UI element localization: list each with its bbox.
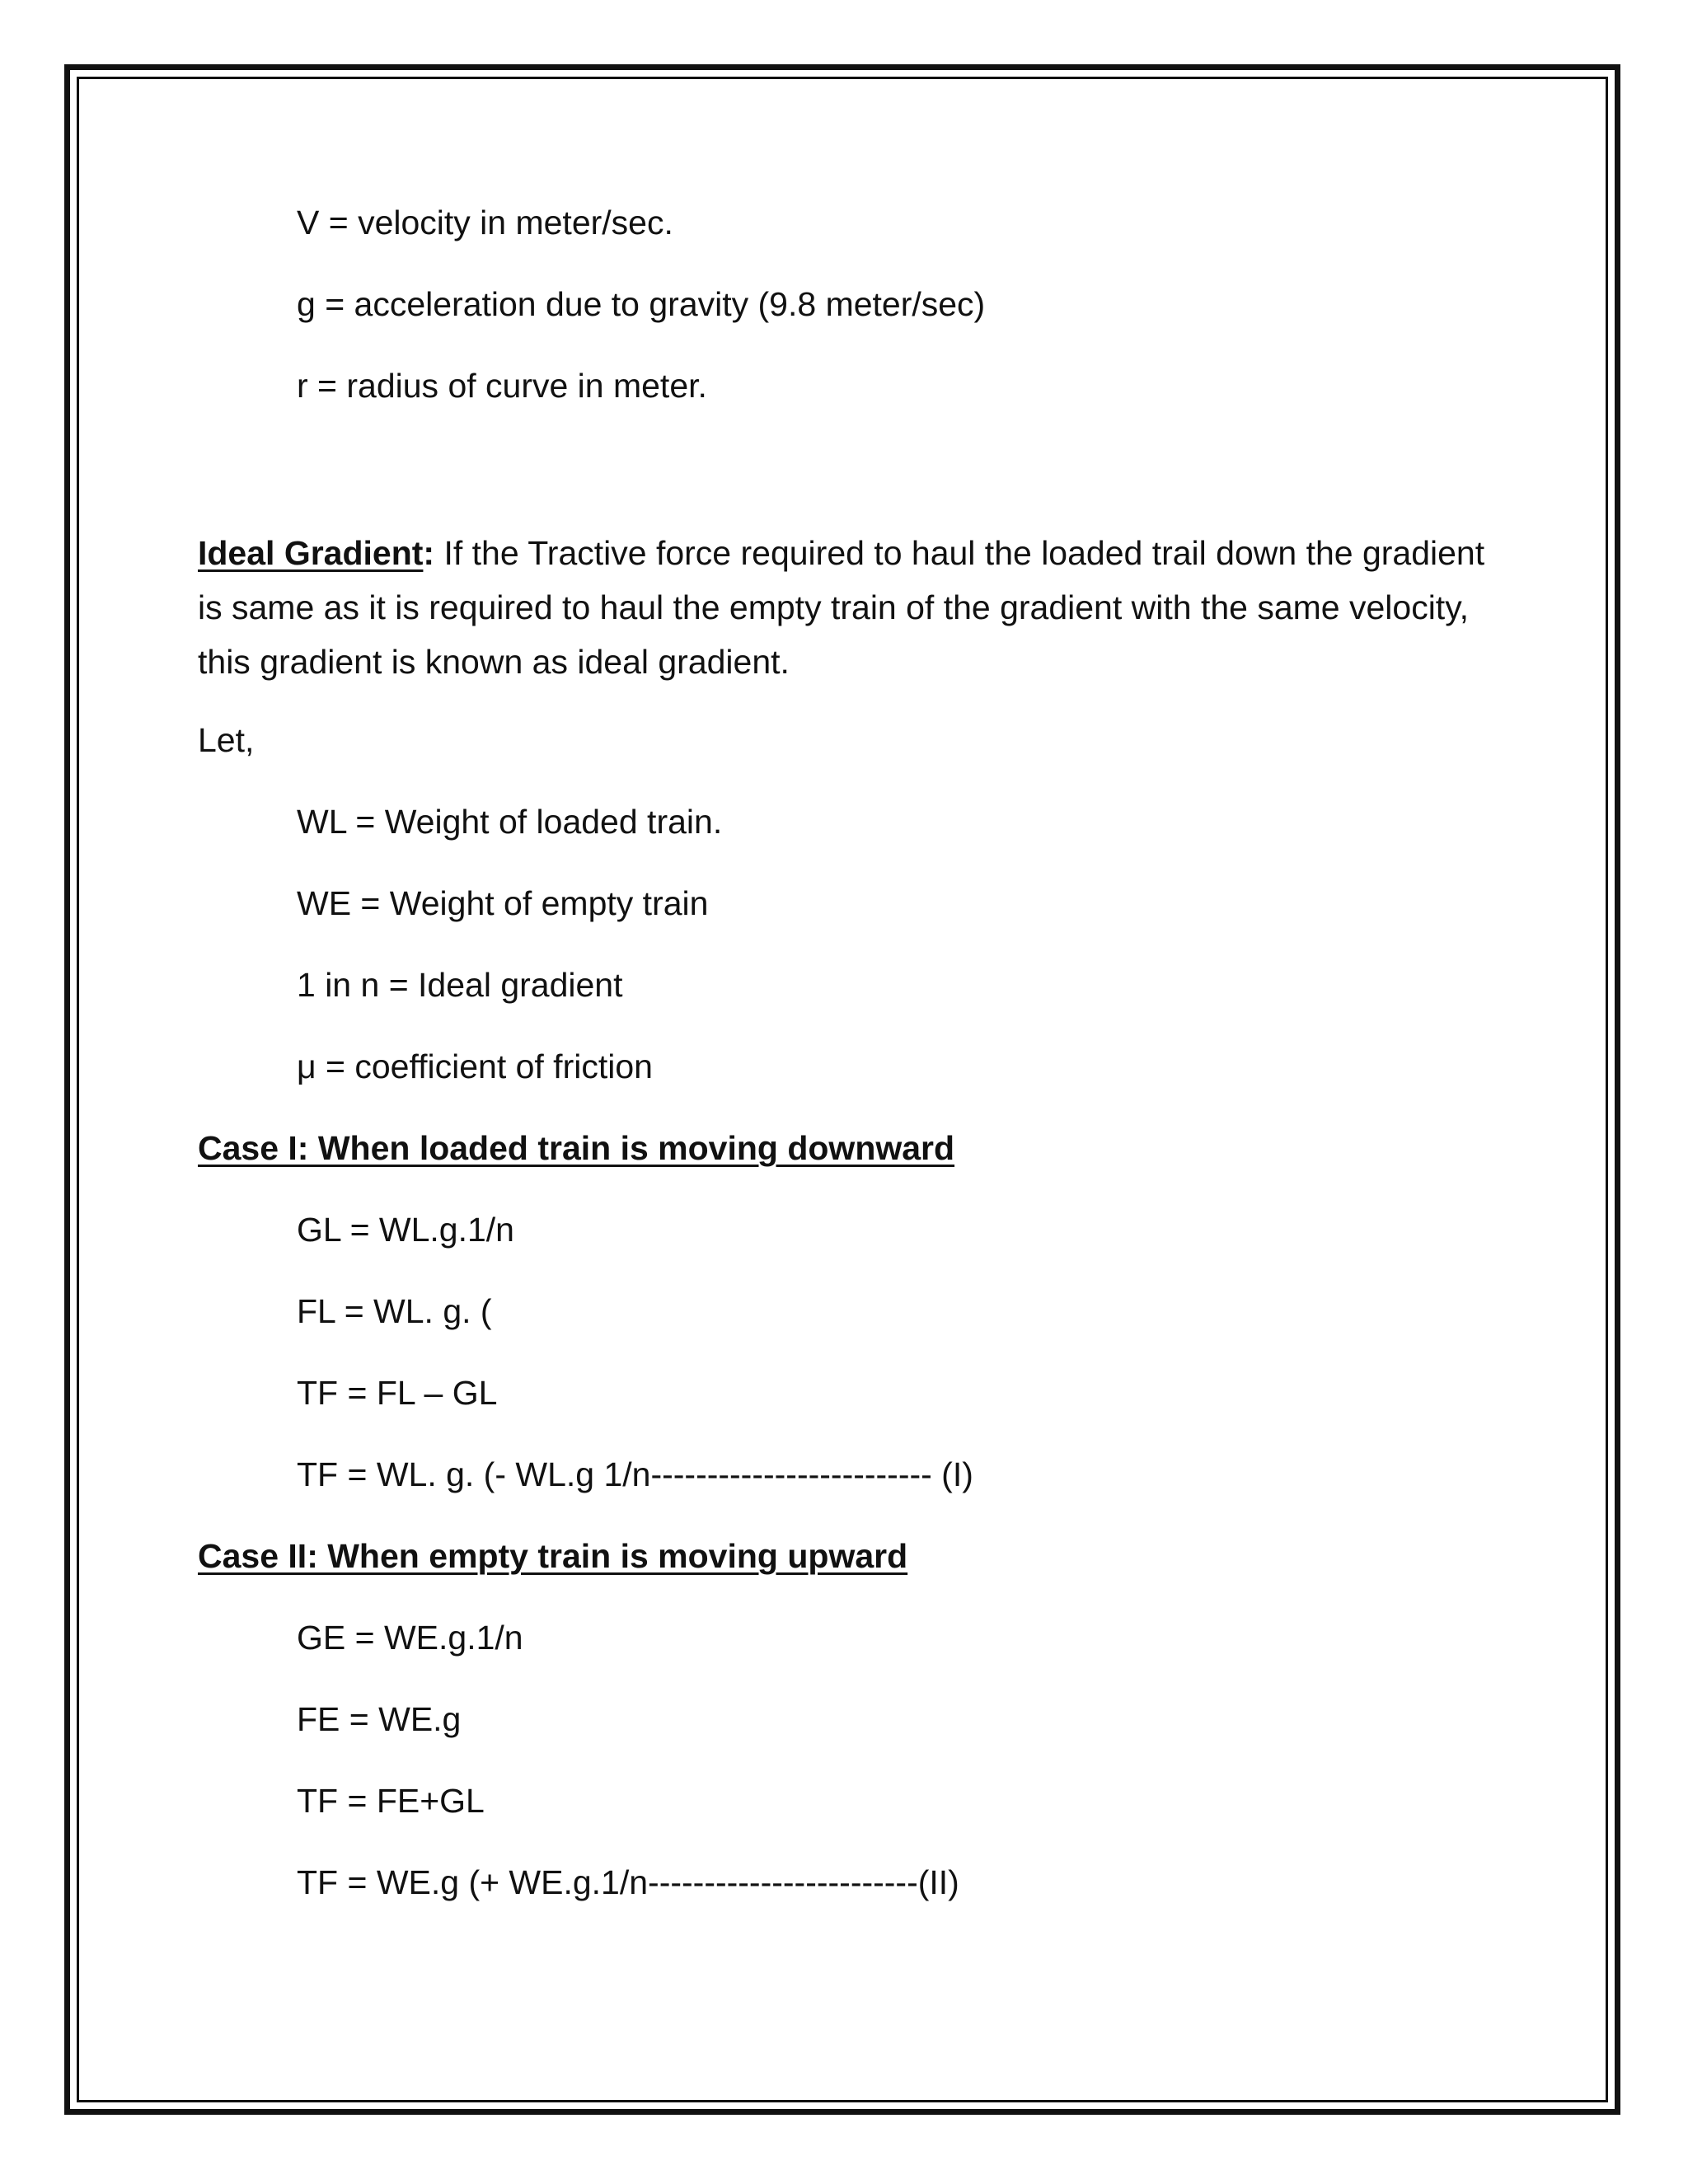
case1-line: GL = WL.g.1/n [297, 1211, 514, 1249]
case2-line: TF = FE+GL [297, 1782, 485, 1820]
ideal-gradient-colon: : [423, 534, 435, 572]
case1-line: TF = WL. g. (- WL.g 1/n------------------------- (I) [297, 1455, 973, 1493]
case2-line: TF = WE.g (+ WE.g.1/n------------------------(II) [297, 1863, 959, 1901]
case2-line: GE = WE.g.1/n [297, 1619, 523, 1657]
ideal-gradient-heading: Ideal Gradient [198, 534, 424, 572]
case1-line: FL = WL. g. ( [297, 1292, 492, 1330]
variable-mu: μ = coefficient of friction [297, 1047, 653, 1085]
ideal-gradient-paragraph [198, 526, 1492, 689]
definition-velocity: V = velocity in meter/sec. [297, 204, 673, 241]
ideal-gradient-text: If the Tractive force required to haul the loaded trail down the gradient is same as it is required to haul the empty train of the gradient with the same velocity, this gradient is known as ideal gradient. [198, 534, 1485, 681]
case2-heading: Case II: When empty train is moving upward [198, 1537, 908, 1575]
variable-ideal-gradient: 1 in n = Ideal gradient [297, 966, 623, 1004]
variable-we: WE = Weight of empty train [297, 884, 709, 922]
definition-radius: r = radius of curve in meter. [297, 367, 707, 405]
variable-wl: WL = Weight of loaded train. [297, 803, 723, 841]
definition-gravity: g = acceleration due to gravity (9.8 meter/sec) [297, 285, 986, 323]
let-label: Let, [198, 721, 255, 759]
case2-line: FE = WE.g [297, 1700, 462, 1738]
case1-line: TF = FL – GL [297, 1374, 498, 1412]
case1-heading: Case I: When loaded train is moving downward [198, 1129, 955, 1167]
